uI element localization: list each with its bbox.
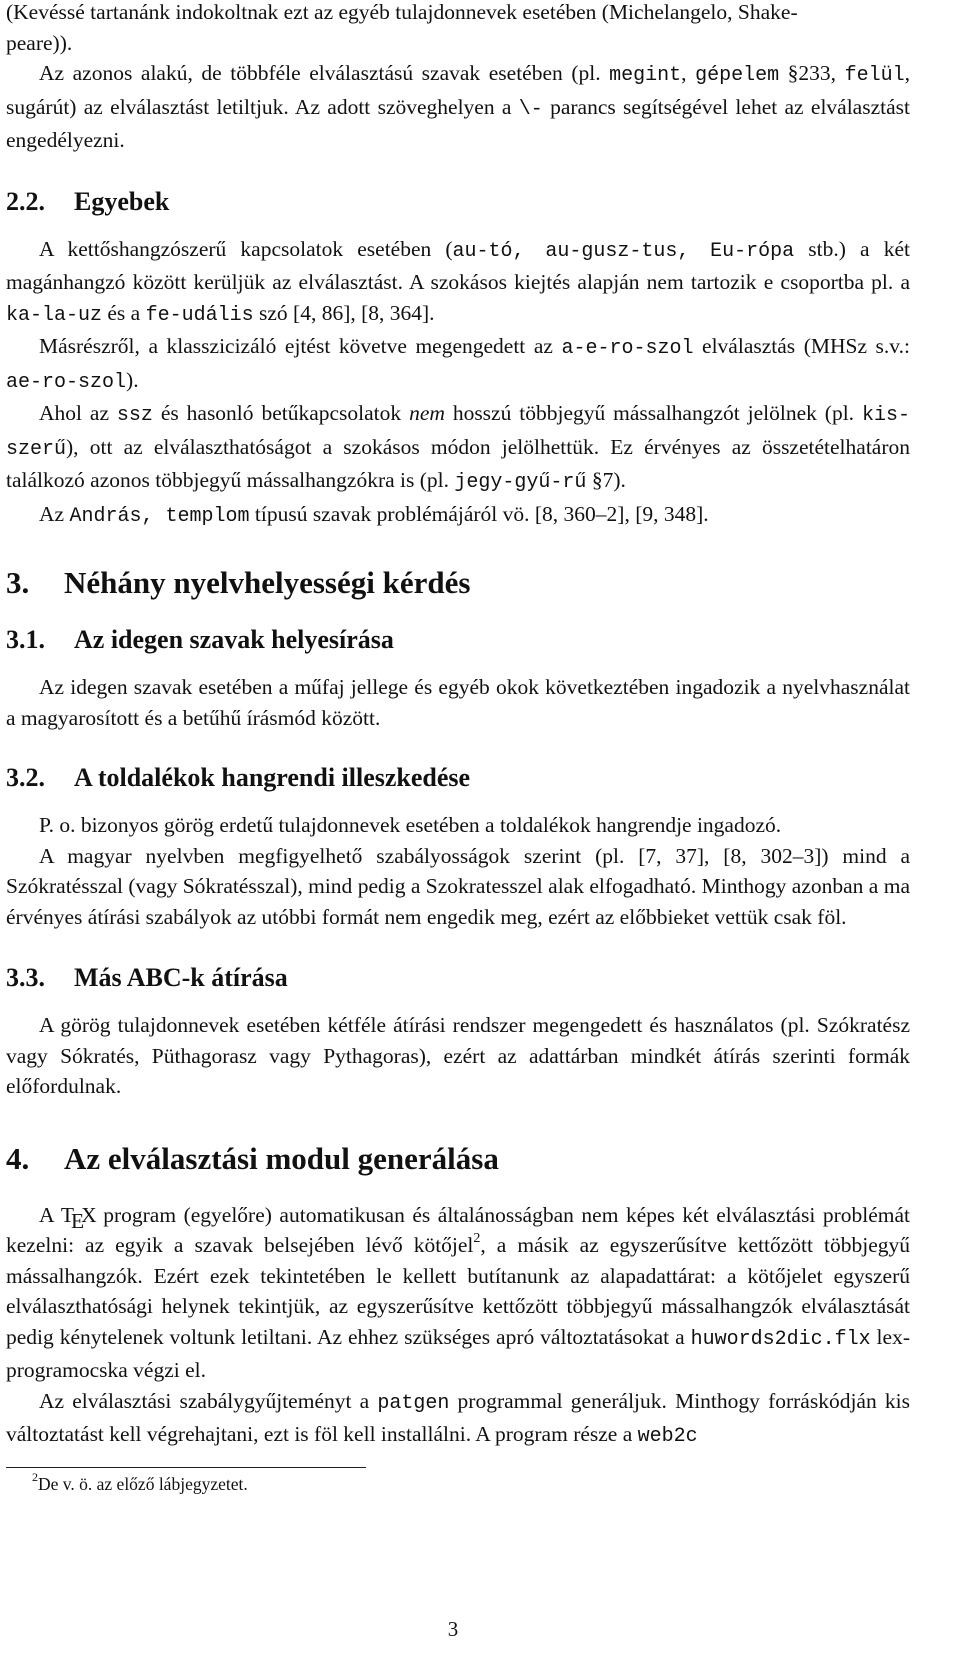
paragraph-vowel-harmony: P. o. bizonyos görög erdetű tulajdonnevek esetében a toldalékok hangrendje ingadozó. <box>39 813 782 837</box>
tex-logo: TEX <box>60 1202 96 1233</box>
paragraph-classicizing: Másrészről, a klasszicizáló ejtést követve megengedett az a-e-ro-szol elválasztás (MHSz s.v.: ae-ro-szol). <box>6 334 911 394</box>
paragraph-homonyms: Az azonos alakú, de többféle elválasztású szavak esetében (pl. megint, gépelem §233, felül, sugárút) az elválasztást letiltjuk. Az adott szöveghelyen a \- parancs segítségével lehet az elválasztást engedélyezni. <box>6 61 910 152</box>
text-line: peare)). <box>6 30 73 55</box>
section-heading-3: 3. Néhány nyelvhelyességi kérdés <box>6 565 471 600</box>
footnote-rule <box>6 1467 366 1468</box>
paragraph-patgen: Az elválasztási szabálygyűjteményt a patgen programmal generáljuk. Minthogy forráskódján kis változtatást kell végrehajtani, ezt is föl kell installálni. A program része a web2c <box>6 1388 910 1448</box>
section-heading-3-3: 3.3. Más ABC-k átírása <box>6 963 288 992</box>
paragraph-regularities: A magyar nyelvben megfigyelhető szabályosságok szerint (pl. [7, 37], [8, 302–3]) mind a Szókratésszal (vagy Sókratésszal), mind pedig a Szokratesszel alak elfogadható. Minthogy azonban a ma érvényes átírási szabályok az utóbbi formát nem engedik meg, ezért az előbbieket vettük csak föl. <box>6 843 910 929</box>
paragraph-digraphs: Ahol az ssz és hasonló betűkapcsolatok nem hosszú többjegyű mássalhangzót jelölnek (pl. kis-szerű), ott az elválaszthatóságot a szokásos módon jelölhettük. Ez érvényes az összetételhatáron találkozó azonos többjegyű mássalhangzókra is (pl. jegy-gyű-rű §7). <box>6 401 910 494</box>
paragraph-foreign-words: Az idegen szavak esetében a műfaj jellege és egyéb okok következtében ingadozik a nyelvhasználat a magyarosított és a betűhű írásmód között. <box>6 675 910 730</box>
section-heading-2-2: 2.2. Egyebek <box>6 186 170 216</box>
paragraph-diphthongs: A kettőshangzószerű kapcsolatok esetében (au-tó, au-gusz-tus, Eu-rópa stb.) a két magánhangzó között kerüljük az elválasztást. A szokásos kiejtés alapján nem tartozik e csoportba pl. a ka-la-uz és a fe-udális szó [4, 86], [8, 364]. <box>6 236 910 327</box>
page-body <box>6 0 910 1453</box>
paragraph-continuation <box>6 0 910 58</box>
footnote-mark: 2 <box>473 1230 481 1246</box>
paragraph-andras: Az András, templom típusú szavak problémájáról vö. [8, 360–2], [9, 348]. <box>39 501 709 528</box>
section-heading-4: 4. Az elválasztási modul generálása <box>6 1140 499 1176</box>
text-line: (Kevéssé tartanánk indokoltnak ezt az egyéb tulajdonnevek esetében (Michelangelo, Shake- <box>6 0 798 24</box>
paragraph-transliteration: A görög tulajdonnevek esetében kétféle átírási rendszer megengedett és használatos (pl. Szókratész vagy Sókratés, Püthagorasz vagy Pythagoras), ezért az adattárban mindkét átírás szerinti formák előfordulnak. <box>6 1013 910 1098</box>
section-heading-3-1: 3.1. Az idegen szavak helyesírása <box>6 625 394 654</box>
section-heading-3-2: 3.2. A toldalékok hangrendi illeszkedése <box>6 763 471 792</box>
footnote: $^2$De v. ö. az előző lábjegyzetet. <box>32 1470 248 1494</box>
page-number: 3 <box>447 1617 459 1641</box>
paragraph-tex-program: A TEX program (egyelőre) automatikusan és általánosságban nem képes két elválasztási problémát kezelni: az egyik a szavak belsejében lévő kötőjel$^2$, a másik az egyszerűsítve kettőzött többjegyű mássalhangzók. Ezért ezek tekintetében le kellett butítanunk az alapadattárat: a kötőjelet egyszerű elválaszthatósági helynek tekintjük, az egyszerűsítve kettőzött többjegyű mássalhangzók elválasztását pedig kénytelenek voltunk letiltani. Az ehhez szükséges apró változtatásokat a huwords2dic.flx lex-programocska végzi el. <box>6 1202 911 1382</box>
